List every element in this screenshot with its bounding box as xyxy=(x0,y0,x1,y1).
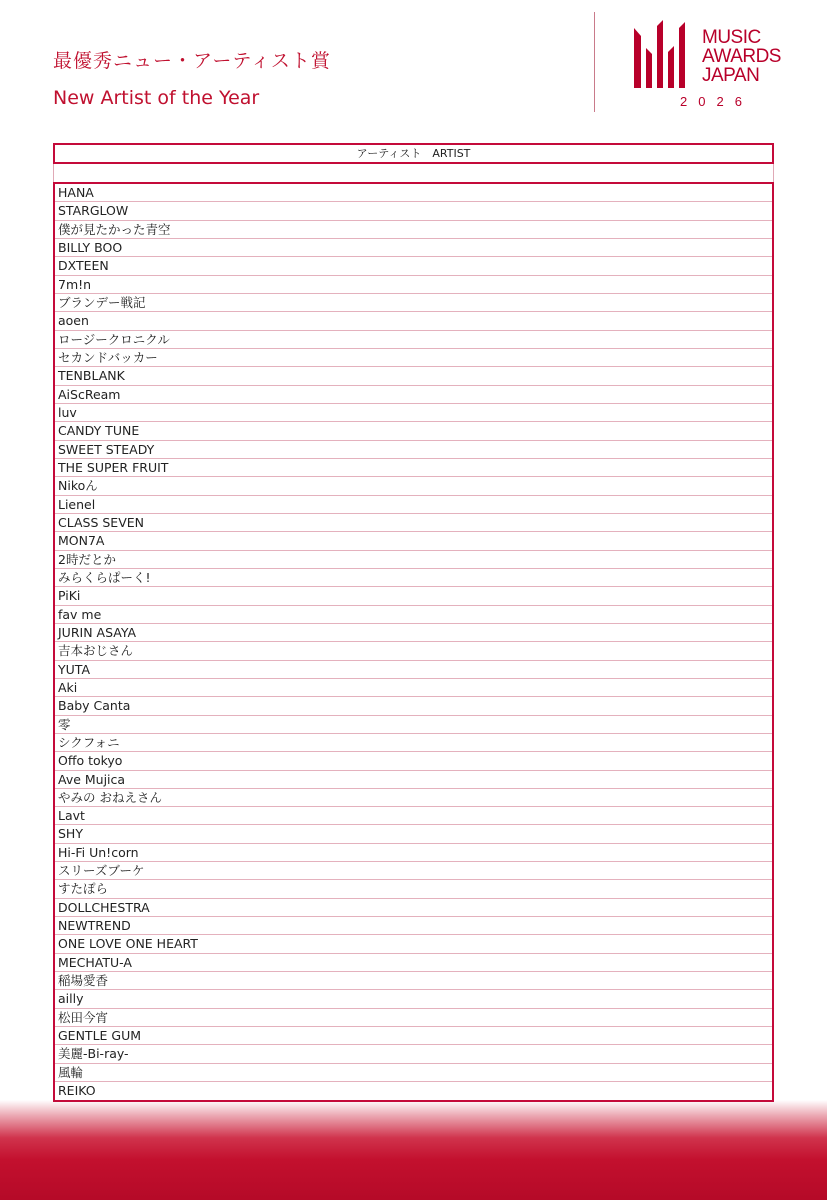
table-row: やみの おねえさん xyxy=(55,789,772,807)
logo-year: 2026 xyxy=(680,94,753,109)
table-row: 稲場愛香 xyxy=(55,972,772,990)
table-header: アーティスト ARTIST xyxy=(53,143,774,164)
table-row: DXTEEN xyxy=(55,257,772,275)
table-row: SHY xyxy=(55,825,772,843)
table-row: 零 xyxy=(55,716,772,734)
table-row: CANDY TUNE xyxy=(55,422,772,440)
table-row: Offo tokyo xyxy=(55,752,772,770)
table-row: ブランデー戦記 xyxy=(55,294,772,312)
table-row: ロージークロニクル xyxy=(55,331,772,349)
table-row: 2時だとか xyxy=(55,551,772,569)
table-row: fav me xyxy=(55,606,772,624)
music-awards-japan-logo xyxy=(632,18,802,118)
artist-list xyxy=(53,182,774,1102)
logo-bars-icon xyxy=(632,18,700,88)
table-row: TENBLANK xyxy=(55,367,772,385)
table-row: STARGLOW xyxy=(55,202,772,220)
table-row: セカンドバッカー xyxy=(55,349,772,367)
logo-line-awards: AWARDS xyxy=(702,46,781,67)
table-row: REIKO xyxy=(58,1083,96,1099)
table-row: みらくらぱーく! xyxy=(55,569,772,587)
decorative-bottom-band xyxy=(0,1100,827,1200)
table-row: PiKi xyxy=(55,587,772,605)
table-spacer xyxy=(53,164,774,183)
table-row: 7m!n xyxy=(55,276,772,294)
logo-line-japan: JAPAN xyxy=(702,65,760,86)
table-row: MECHATU-A xyxy=(55,954,772,972)
table-row: シクフォニ xyxy=(55,734,772,752)
table-row: HANA xyxy=(55,184,772,202)
table-row: YUTA xyxy=(55,661,772,679)
table-row: ONE LOVE ONE HEART xyxy=(55,935,772,953)
table-row: JURIN ASAYA xyxy=(55,624,772,642)
table-row: Baby Canta xyxy=(55,697,772,715)
table-row: ailly xyxy=(55,990,772,1008)
logo-line-music: MUSIC xyxy=(702,27,761,48)
table-row: aoen xyxy=(55,312,772,330)
table-row: 松田今宵 xyxy=(55,1009,772,1027)
table-row: CLASS SEVEN xyxy=(55,514,772,532)
table-row: luv xyxy=(55,404,772,422)
table-row: BILLY BOO xyxy=(55,239,772,257)
page-title-japanese: 最優秀ニュー・アーティスト賞 xyxy=(53,50,331,72)
table-row: Lienel xyxy=(55,496,772,514)
logo-wordmark xyxy=(702,28,781,85)
table-row: Hi-Fi Un!corn xyxy=(55,844,772,862)
table-row: すたぽら xyxy=(55,880,772,898)
table-row: スリーズブーケ xyxy=(55,862,772,880)
table-row: 吉本おじさん xyxy=(55,642,772,660)
table-row: DOLLCHESTRA xyxy=(55,899,772,917)
table-row: Nikoん xyxy=(55,477,772,495)
table-row: SWEET STEADY xyxy=(55,441,772,459)
table-row: 風輪 xyxy=(55,1064,772,1082)
table-row: GENTLE GUM xyxy=(55,1027,772,1045)
table-row: 美麗-Bi-ray- xyxy=(55,1045,772,1063)
table-row: Lavt xyxy=(55,807,772,825)
table-row: AiScReam xyxy=(55,386,772,404)
table-row: THE SUPER FRUIT xyxy=(55,459,772,477)
table-row: Aki xyxy=(55,679,772,697)
table-row: MON7A xyxy=(55,532,772,550)
page-title-english: New Artist of the Year xyxy=(53,87,260,109)
table-row: NEWTREND xyxy=(55,917,772,935)
table-row: Ave Mujica xyxy=(55,771,772,789)
table-row: 僕が見たかった青空 xyxy=(55,221,772,239)
header-divider xyxy=(594,12,595,112)
